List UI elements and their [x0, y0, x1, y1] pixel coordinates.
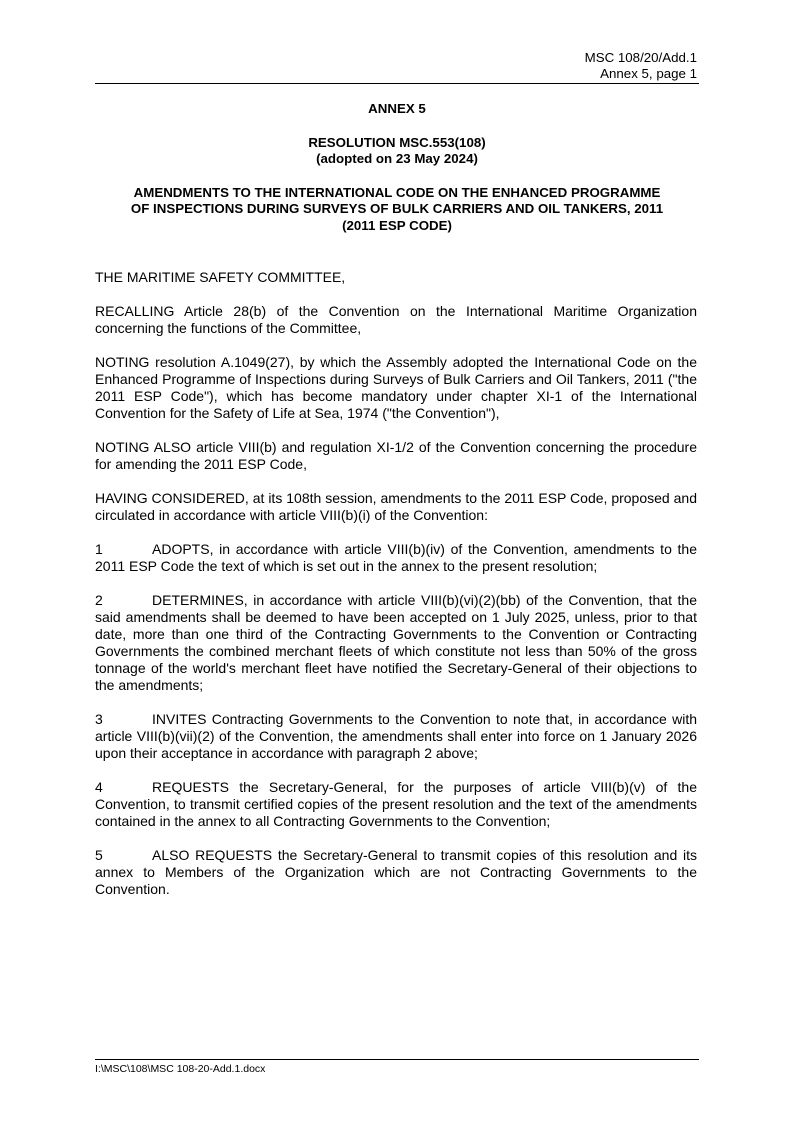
resolution-body [95, 269, 697, 915]
paragraph-text: ADOPTS, in accordance with article VIII(b)(iv) of the Convention, amendments to the 2011 ESP Code the text of which is set out in the annex to the present resolution; [95, 541, 697, 574]
paragraph-number: 4 [95, 779, 103, 795]
recalling-paragraph: RECALLING Article 28(b) of the Convention on the International Maritime Organization concerning the functions of the Committee, [95, 303, 697, 336]
resolution-heading [95, 135, 699, 168]
amendments-heading-line-3: (2011 ESP CODE) [342, 217, 452, 233]
footer-file-path: I:\MSC\108\MSC 108-20-Add.1.docx [95, 1063, 266, 1075]
adoption-date: (adopted on 23 May 2024) [316, 151, 478, 166]
paragraph-text: INVITES Contracting Governments to the Convention to note that, in accordance with article VIII(b)(vii)(2) of the Convention, the amendments shall enter into force on 1 January 2026 upon their acceptance in accordance with paragraph 2 above; [95, 711, 697, 761]
amendments-heading [95, 185, 699, 235]
committee-line: THE MARITIME SAFETY COMMITTEE, [95, 269, 346, 285]
paragraph-number: 3 [95, 711, 103, 727]
page-header [585, 50, 697, 82]
noting-also-paragraph: NOTING ALSO article VIII(b) and regulation XI-1/2 of the Convention concerning the procedure for amending the 2011 ESP Code, [95, 439, 697, 472]
amendments-heading-line-1: AMENDMENTS TO THE INTERNATIONAL CODE ON THE ENHANCED PROGRAMME [133, 184, 661, 200]
paragraph-number: 1 [95, 541, 103, 557]
having-considered-paragraph: HAVING CONSIDERED, at its 108th session, amendments to the 2011 ESP Code, proposed and circulated in accordance with article VIII(b)(i) of the Convention: [95, 490, 697, 523]
noting-paragraph: NOTING resolution A.1049(27), by which the Assembly adopted the International Code on the Enhanced Programme of Inspections during Surveys of Bulk Carriers and Oil Tankers, 2011 ("the 2011 ESP Code"), which has become mandatory under chapter XI-1 of the International Convention for the Safety of Life at Sea, 1974 ("the Convention"), [95, 354, 697, 421]
annex-title: ANNEX 5 [368, 101, 426, 116]
amendments-heading-line-2: OF INSPECTIONS DURING SURVEYS OF BULK CARRIERS AND OIL TANKERS, 2011 [130, 201, 664, 216]
resolution-number: RESOLUTION MSC.553(108) [308, 134, 486, 150]
operative-paragraph-5 [95, 847, 697, 898]
paragraph-text: DETERMINES, in accordance with article VIII(b)(vi)(2)(bb) of the Convention, that the said amendments shall be deemed to have been accepted on 1 July 2025, unless, prior to that date, more than one third of the Contracting Governments to the Convention or Contracting Governments the combined merchant fleets of which constitute not less than 50% of the gross tonnage of the world's merchant fleet have notified the Secretary-General of their objections to the amendments; [95, 592, 697, 693]
footer-divider [95, 1059, 699, 1060]
paragraph-number: 5 [95, 847, 103, 863]
operative-paragraph-2 [95, 592, 697, 694]
paragraph-text: REQUESTS the Secretary-General, for the purposes of article VIII(b)(v) of the Convention, to transmit certified copies of the present resolution and the text of the amendments contained in the annex to all Contracting Governments to the Convention; [95, 779, 697, 829]
operative-paragraph-3 [95, 711, 697, 762]
operative-paragraph-1 [95, 541, 697, 575]
page-reference: Annex 5, page 1 [600, 66, 697, 81]
paragraph-text: ALSO REQUESTS the Secretary-General to transmit copies of this resolution and its annex to Members of the Organization which are not Contracting Governments to the Convention. [95, 847, 697, 897]
header-divider [95, 83, 699, 84]
operative-paragraph-4 [95, 779, 697, 830]
document-reference: MSC 108/20/Add.1 [584, 50, 697, 65]
title-block [95, 101, 699, 234]
paragraph-number: 2 [95, 592, 103, 608]
